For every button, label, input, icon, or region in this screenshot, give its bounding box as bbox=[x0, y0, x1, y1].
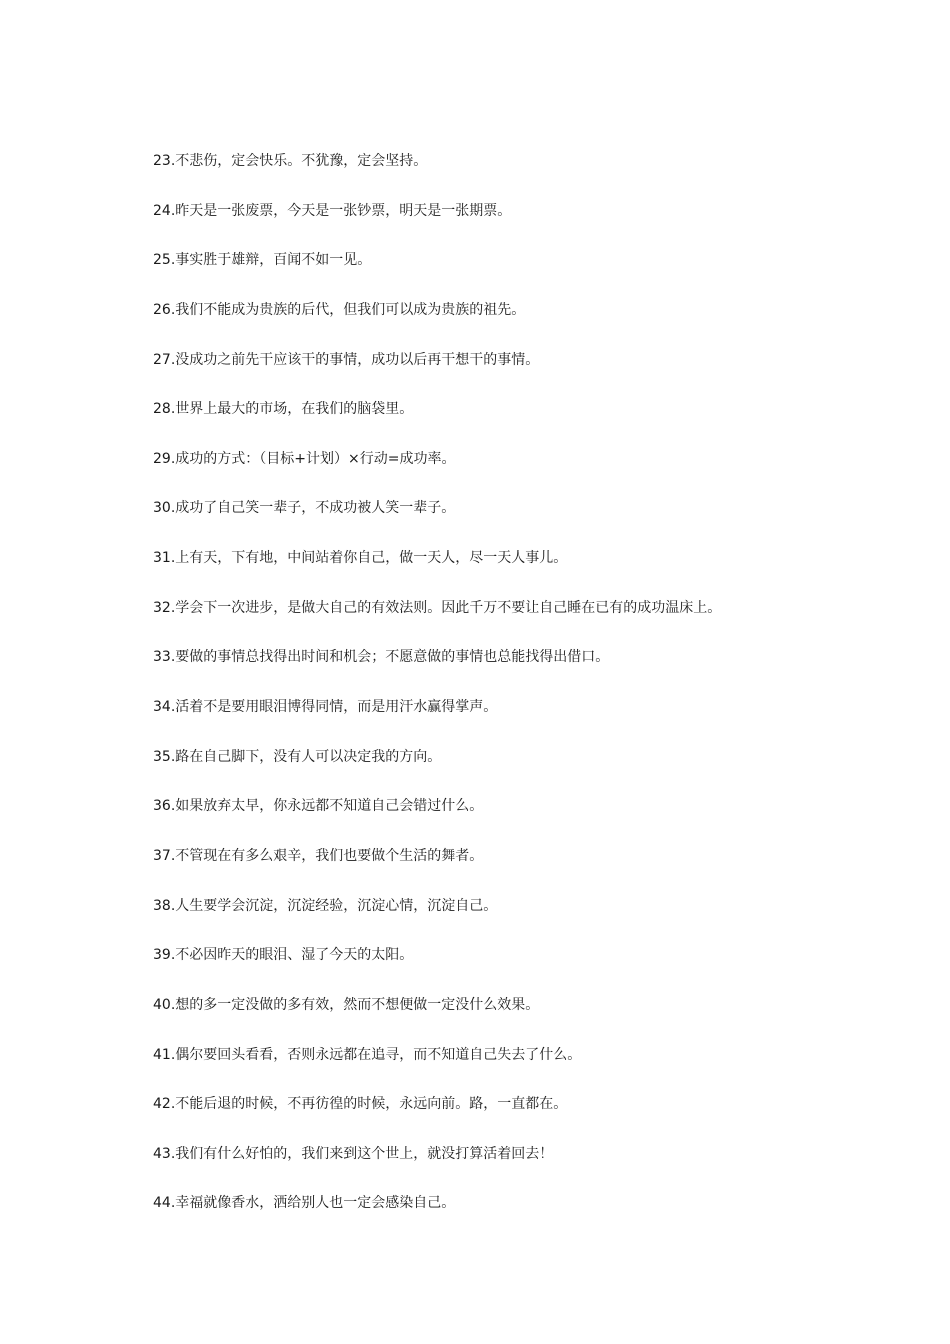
quote-line-23: 23.不悲伤，定会快乐。不犹豫，定会坚持。 bbox=[153, 153, 428, 169]
quote-line-27: 27.没成功之前先干应该干的事情，成功以后再干想干的事情。 bbox=[153, 351, 540, 368]
quote-line-32: 32.学会下一次进步，是做大自己的有效法则。因此千万不要让自己睡在已有的成功温床上。 bbox=[153, 599, 722, 616]
quote-line-35: 35.路在自己脚下，没有人可以决定我的方向。 bbox=[153, 748, 442, 765]
quote-line-31: 31.上有天，下有地，中间站着你自己，做一天人，尽一天人事儿。 bbox=[153, 550, 568, 567]
quote-line-38: 38.人生要学会沉淀，沉淀经验，沉淀心情，沉淀自己。 bbox=[153, 897, 498, 914]
quote-line-41: 41.偶尔要回头看看，否则永远都在追寻，而不知道自己失去了什么。 bbox=[153, 1046, 582, 1063]
quote-line-25: 25.事实胜于雄辩，百闻不如一见。 bbox=[153, 252, 372, 269]
quote-line-37: 37.不管现在有多么艰辛，我们也要做个生活的舞者。 bbox=[153, 847, 484, 864]
quote-line-24: 24.昨天是一张废票，今天是一张钞票，明天是一张期票。 bbox=[153, 202, 512, 219]
quote-line-40: 40.想的多一定没做的多有效，然而不想便做一定没什么效果。 bbox=[153, 996, 540, 1013]
quote-line-44: 44.幸福就像香水，洒给别人也一定会感染自己。 bbox=[153, 1195, 456, 1212]
quote-line-29: 29.成功的方式：（目标+计划）×行动=成功率。 bbox=[153, 450, 456, 467]
quote-line-39: 39.不必因昨天的眼泪、湿了今天的太阳。 bbox=[153, 947, 414, 964]
quote-line-43: 43.我们有什么好怕的，我们来到这个世上，就没打算活着回去！ bbox=[153, 1145, 554, 1162]
quote-line-30: 30.成功了自己笑一辈子，不成功被人笑一辈子。 bbox=[153, 500, 456, 517]
quote-line-34: 34.活着不是要用眼泪博得同情，而是用汗水赢得掌声。 bbox=[153, 699, 498, 716]
quote-line-26: 26.我们不能成为贵族的后代，但我们可以成为贵族的祖先。 bbox=[153, 301, 526, 318]
quote-line-33: 33.要做的事情总找得出时间和机会；不愿意做的事情也总能找得出借口。 bbox=[153, 649, 610, 666]
quote-line-42: 42.不能后退的时候，不再彷徨的时候，永远向前。路，一直都在。 bbox=[153, 1096, 568, 1113]
quote-list bbox=[153, 150, 913, 1242]
quote-line-36: 36.如果放弃太早，你永远都不知道自己会错过什么。 bbox=[153, 798, 484, 815]
quote-line-28: 28.世界上最大的市场，在我们的脑袋里。 bbox=[153, 401, 414, 418]
